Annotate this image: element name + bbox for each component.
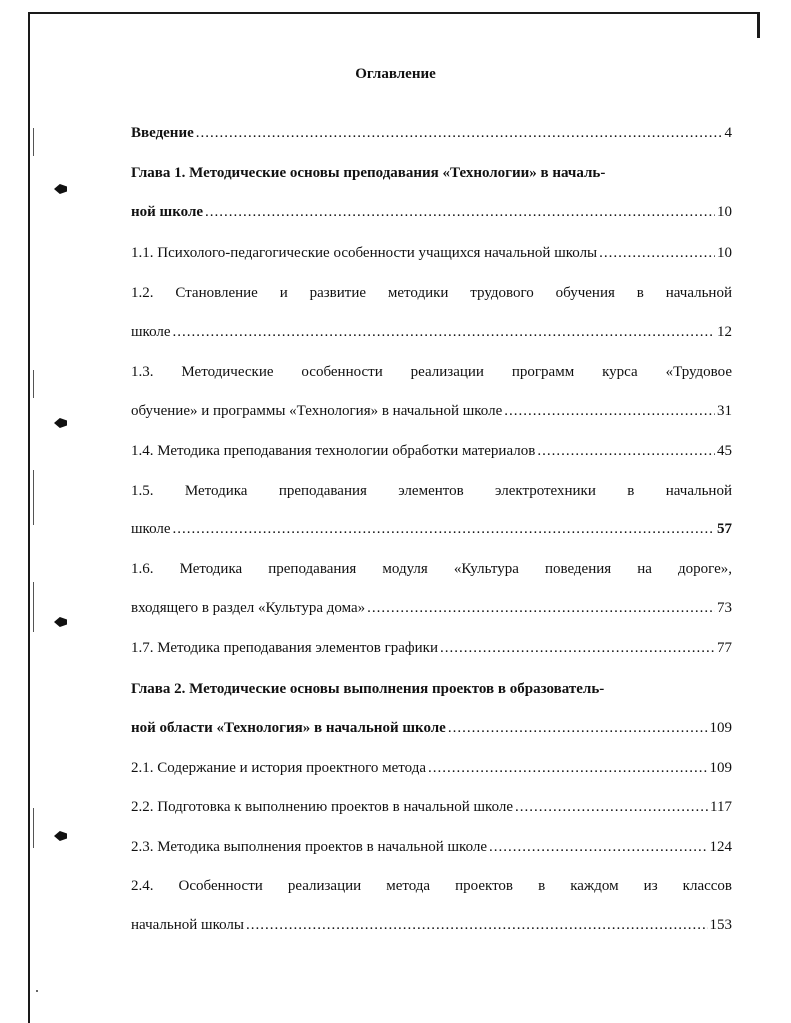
toc-entry-1-5-cont[interactable] (131, 518, 732, 540)
scan-tick (33, 370, 34, 398)
toc-page-number: 10 (717, 245, 732, 261)
scan-tick (33, 470, 34, 525)
toc-entry-1-1[interactable] (131, 242, 732, 264)
scan-border-left (28, 14, 30, 1023)
toc-entry-2-3[interactable] (131, 836, 732, 858)
toc-page-number: 31 (717, 403, 732, 419)
toc-dot-leader (448, 717, 708, 739)
toc-entry-chapter-2-cont[interactable] (131, 717, 732, 739)
toc-entry-1-6[interactable] (131, 558, 732, 580)
toc-entry-text: входящего в раздел «Культура дома» (131, 600, 366, 616)
toc-page-number: 109 (709, 720, 732, 736)
binder-hole-mark (54, 184, 67, 194)
toc-dot-leader (489, 836, 707, 858)
binder-hole-mark (54, 617, 67, 627)
scan-tick (33, 808, 34, 848)
toc-entry-text: 2.4. Особенности реализации метода проектов в каждом из классов (131, 878, 732, 894)
toc-entry-1-4[interactable] (131, 440, 732, 462)
toc-entry-1-2-cont[interactable] (131, 321, 732, 343)
toc-entry-text: 1.5. Методика преподавания элементов электротехники в начальной (131, 483, 732, 499)
toc-entry-text: ной школе (131, 204, 204, 220)
scan-tick (33, 582, 34, 632)
toc-entry-text: Глава 2. Методические основы выполнения проектов в образователь- (131, 681, 605, 697)
toc-entry-2-2[interactable] (131, 796, 732, 818)
toc-page-number: 45 (717, 443, 732, 459)
scan-border-right (757, 12, 760, 38)
toc-entry-text: 1.6. Методика преподавания модуля «Культура поведения на дороге», (131, 561, 732, 577)
toc-entry-chapter-2[interactable] (131, 678, 732, 700)
toc-dot-leader (367, 597, 715, 619)
toc-dot-leader (173, 518, 715, 540)
toc-page-number: 57 (717, 521, 732, 537)
toc-dot-leader (246, 914, 708, 936)
toc-entry-1-2[interactable] (131, 282, 732, 304)
toc-entry-text: школе (131, 521, 171, 537)
toc-entry-2-1[interactable] (131, 757, 732, 779)
toc-entry-text: 2.1. Содержание и история проектного метода (131, 760, 427, 776)
toc-entry-text: школе (131, 324, 171, 340)
binder-hole-mark (54, 418, 67, 428)
toc-entry-1-5[interactable] (131, 480, 732, 502)
toc-entry-text: Введение (131, 125, 194, 141)
toc-dot-leader (428, 757, 707, 779)
toc-entry-text: 1.7. Методика преподавания элементов графики (131, 640, 438, 656)
toc-page-number: 153 (709, 917, 732, 933)
toc-entry-text: 1.4. Методика преподавания технологии обработки материалов (131, 443, 536, 459)
toc-dot-leader (205, 201, 715, 223)
toc-dot-leader (504, 400, 715, 422)
toc-entry-text: 1.1. Психолого-педагогические особенности учащихся начальной школы (131, 245, 598, 261)
toc-entry-text: 2.2. Подготовка к выполнению проектов в начальной школе (131, 799, 514, 815)
toc-page-number: 77 (717, 640, 732, 656)
toc-page-number: 124 (709, 839, 732, 855)
toc-entry-introduction[interactable] (131, 122, 732, 144)
toc-entry-text: 1.3. Методические особенности реализации программ курса «Трудовое (131, 364, 732, 380)
toc-entry-text: ной области «Технология» в начальной школе (131, 720, 446, 736)
toc-dot-leader (537, 440, 715, 462)
toc-entry-1-7[interactable] (131, 637, 732, 659)
toc-dot-leader (196, 122, 723, 144)
toc-page-number: 10 (717, 204, 732, 220)
scan-speck (36, 990, 38, 992)
toc-entry-text: 1.2. Становление и развитие методики трудового обучения в начальной (131, 285, 732, 301)
toc-entry-1-6-cont[interactable] (131, 597, 732, 619)
toc-dot-leader (515, 796, 708, 818)
toc-page-number: 109 (709, 760, 732, 776)
toc-dot-leader (440, 637, 715, 659)
scan-tick (33, 128, 34, 156)
toc-page-number: 4 (724, 125, 732, 141)
toc-entry-chapter-1[interactable] (131, 162, 732, 184)
toc-dot-leader (599, 242, 715, 264)
toc-title: Оглавление (355, 66, 436, 82)
toc-page-number: 12 (717, 324, 732, 340)
toc-entry-text: обучение» и программы «Технология» в начальной школе (131, 403, 503, 419)
toc-entry-text: начальной школы (131, 917, 244, 933)
toc-entry-1-3-cont[interactable] (131, 400, 732, 422)
toc-dot-leader (173, 321, 715, 343)
scan-border-top (28, 12, 758, 14)
toc-entry-text: 2.3. Методика выполнения проектов в начальной школе (131, 839, 488, 855)
toc-page-number: 73 (717, 600, 732, 616)
binder-hole-mark (54, 831, 67, 841)
toc-entry-text: Глава 1. Методические основы преподавания «Технологии» в началь- (131, 165, 606, 181)
toc-entry-2-4[interactable] (131, 875, 732, 897)
toc-page-number: 117 (710, 799, 732, 815)
toc-entry-1-3[interactable] (131, 361, 732, 383)
toc-entry-2-4-cont[interactable] (131, 914, 732, 936)
toc-entry-chapter-1-cont[interactable] (131, 201, 732, 223)
